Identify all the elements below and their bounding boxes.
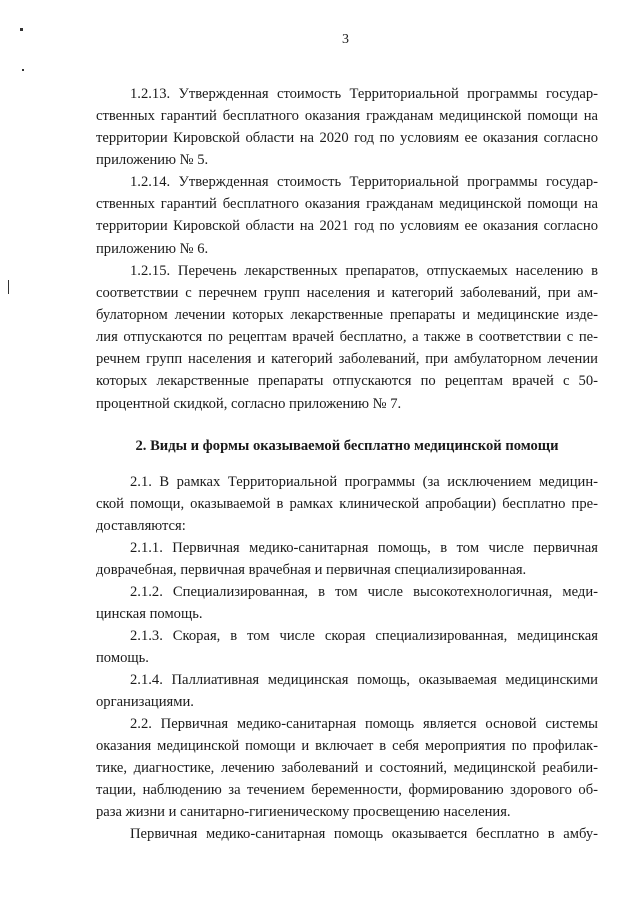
text-line: ской помощи, оказываемой в рамках клинической апробации) бесплатно пре- xyxy=(96,496,598,512)
text-line: приложению № 6. xyxy=(96,241,209,257)
text-line: организациями. xyxy=(96,694,194,710)
text-line: ственных гарантий бесплатного оказания гражданам медицинской помощи на xyxy=(96,108,598,124)
text-line: 2.1.2. Специализированная, в том числе высокотехнологичная, меди- xyxy=(130,584,598,600)
text-line: 2.1. В рамках Территориальной программы (за исключением медицин- xyxy=(130,474,598,490)
text-line: 1.2.13. Утвержденная стоимость Территориальной программы государ- xyxy=(130,86,598,102)
text-line: 2.1.4. Паллиативная медицинская помощь, оказываемая медицинскими xyxy=(130,672,598,688)
text-line: приложению № 5. xyxy=(96,152,209,168)
text-line: 1.2.15. Перечень лекарственных препаратов, отпускаемых населению в xyxy=(130,263,598,279)
text-line: 2.1.3. Скорая, в том числе скорая специализированная, медицинская xyxy=(130,628,598,644)
text-line: оказания медицинской помощи и включает в себя мероприятия по профилак- xyxy=(96,738,598,754)
text-line: речнем групп населения и категорий заболеваний, при амбулаторном лечении xyxy=(96,351,598,367)
text-line: соответствии с перечнем групп населения и категорий заболеваний, при ам- xyxy=(96,285,598,301)
text-line: территории Кировской области на 2020 год по условиям ее оказания согласно xyxy=(96,130,598,146)
text-line: помощь. xyxy=(96,650,149,666)
page-number: 3 xyxy=(342,32,349,47)
text-line: раза жизни и санитарно-гигиеническому просвещению населения. xyxy=(96,804,511,820)
text-line: 1.2.14. Утвержденная стоимость Территориальной программы государ- xyxy=(130,174,598,190)
text-line: тации, наблюдению за течением беременности, формированию здорового об- xyxy=(96,782,598,798)
text-line: которых лекарственные препараты отпускаются по рецептам врачей с 50- xyxy=(96,373,598,389)
text-line: 2.2. Первичная медико-санитарная помощь является основой системы xyxy=(130,716,598,732)
scan-mark xyxy=(20,28,23,31)
text-line: 2.1.1. Первичная медико-санитарная помощь, в том числе первичная xyxy=(130,540,598,556)
text-line: тике, диагностике, лечению заболеваний и состояний, медицинской реабили- xyxy=(96,760,598,776)
text-line: лия отпускаются по рецептам врачей бесплатно, а также в соответствии с пе- xyxy=(96,329,598,345)
scan-mark xyxy=(22,69,24,71)
text-line: процентной скидкой, согласно приложению № 7. xyxy=(96,396,402,412)
text-line: доставляются: xyxy=(96,518,186,534)
text-line: доврачебная, первичная врачебная и первичная специализированная. xyxy=(96,562,527,578)
text-line: ственных гарантий бесплатного оказания гражданам медицинской помощи на xyxy=(96,196,598,212)
text-line: территории Кировской области на 2021 год по условиям ее оказания согласно xyxy=(96,218,598,234)
text-line: булаторном лечении которых лекарственные препараты и медицинские изде- xyxy=(96,307,598,323)
section-heading: 2. Виды и формы оказываемой бесплатно медицинской помощи xyxy=(135,438,559,454)
text-line: Первичная медико-санитарная помощь оказывается бесплатно в амбу- xyxy=(130,826,598,842)
text-line: цинская помощь. xyxy=(96,606,203,622)
scan-mark xyxy=(8,280,9,294)
